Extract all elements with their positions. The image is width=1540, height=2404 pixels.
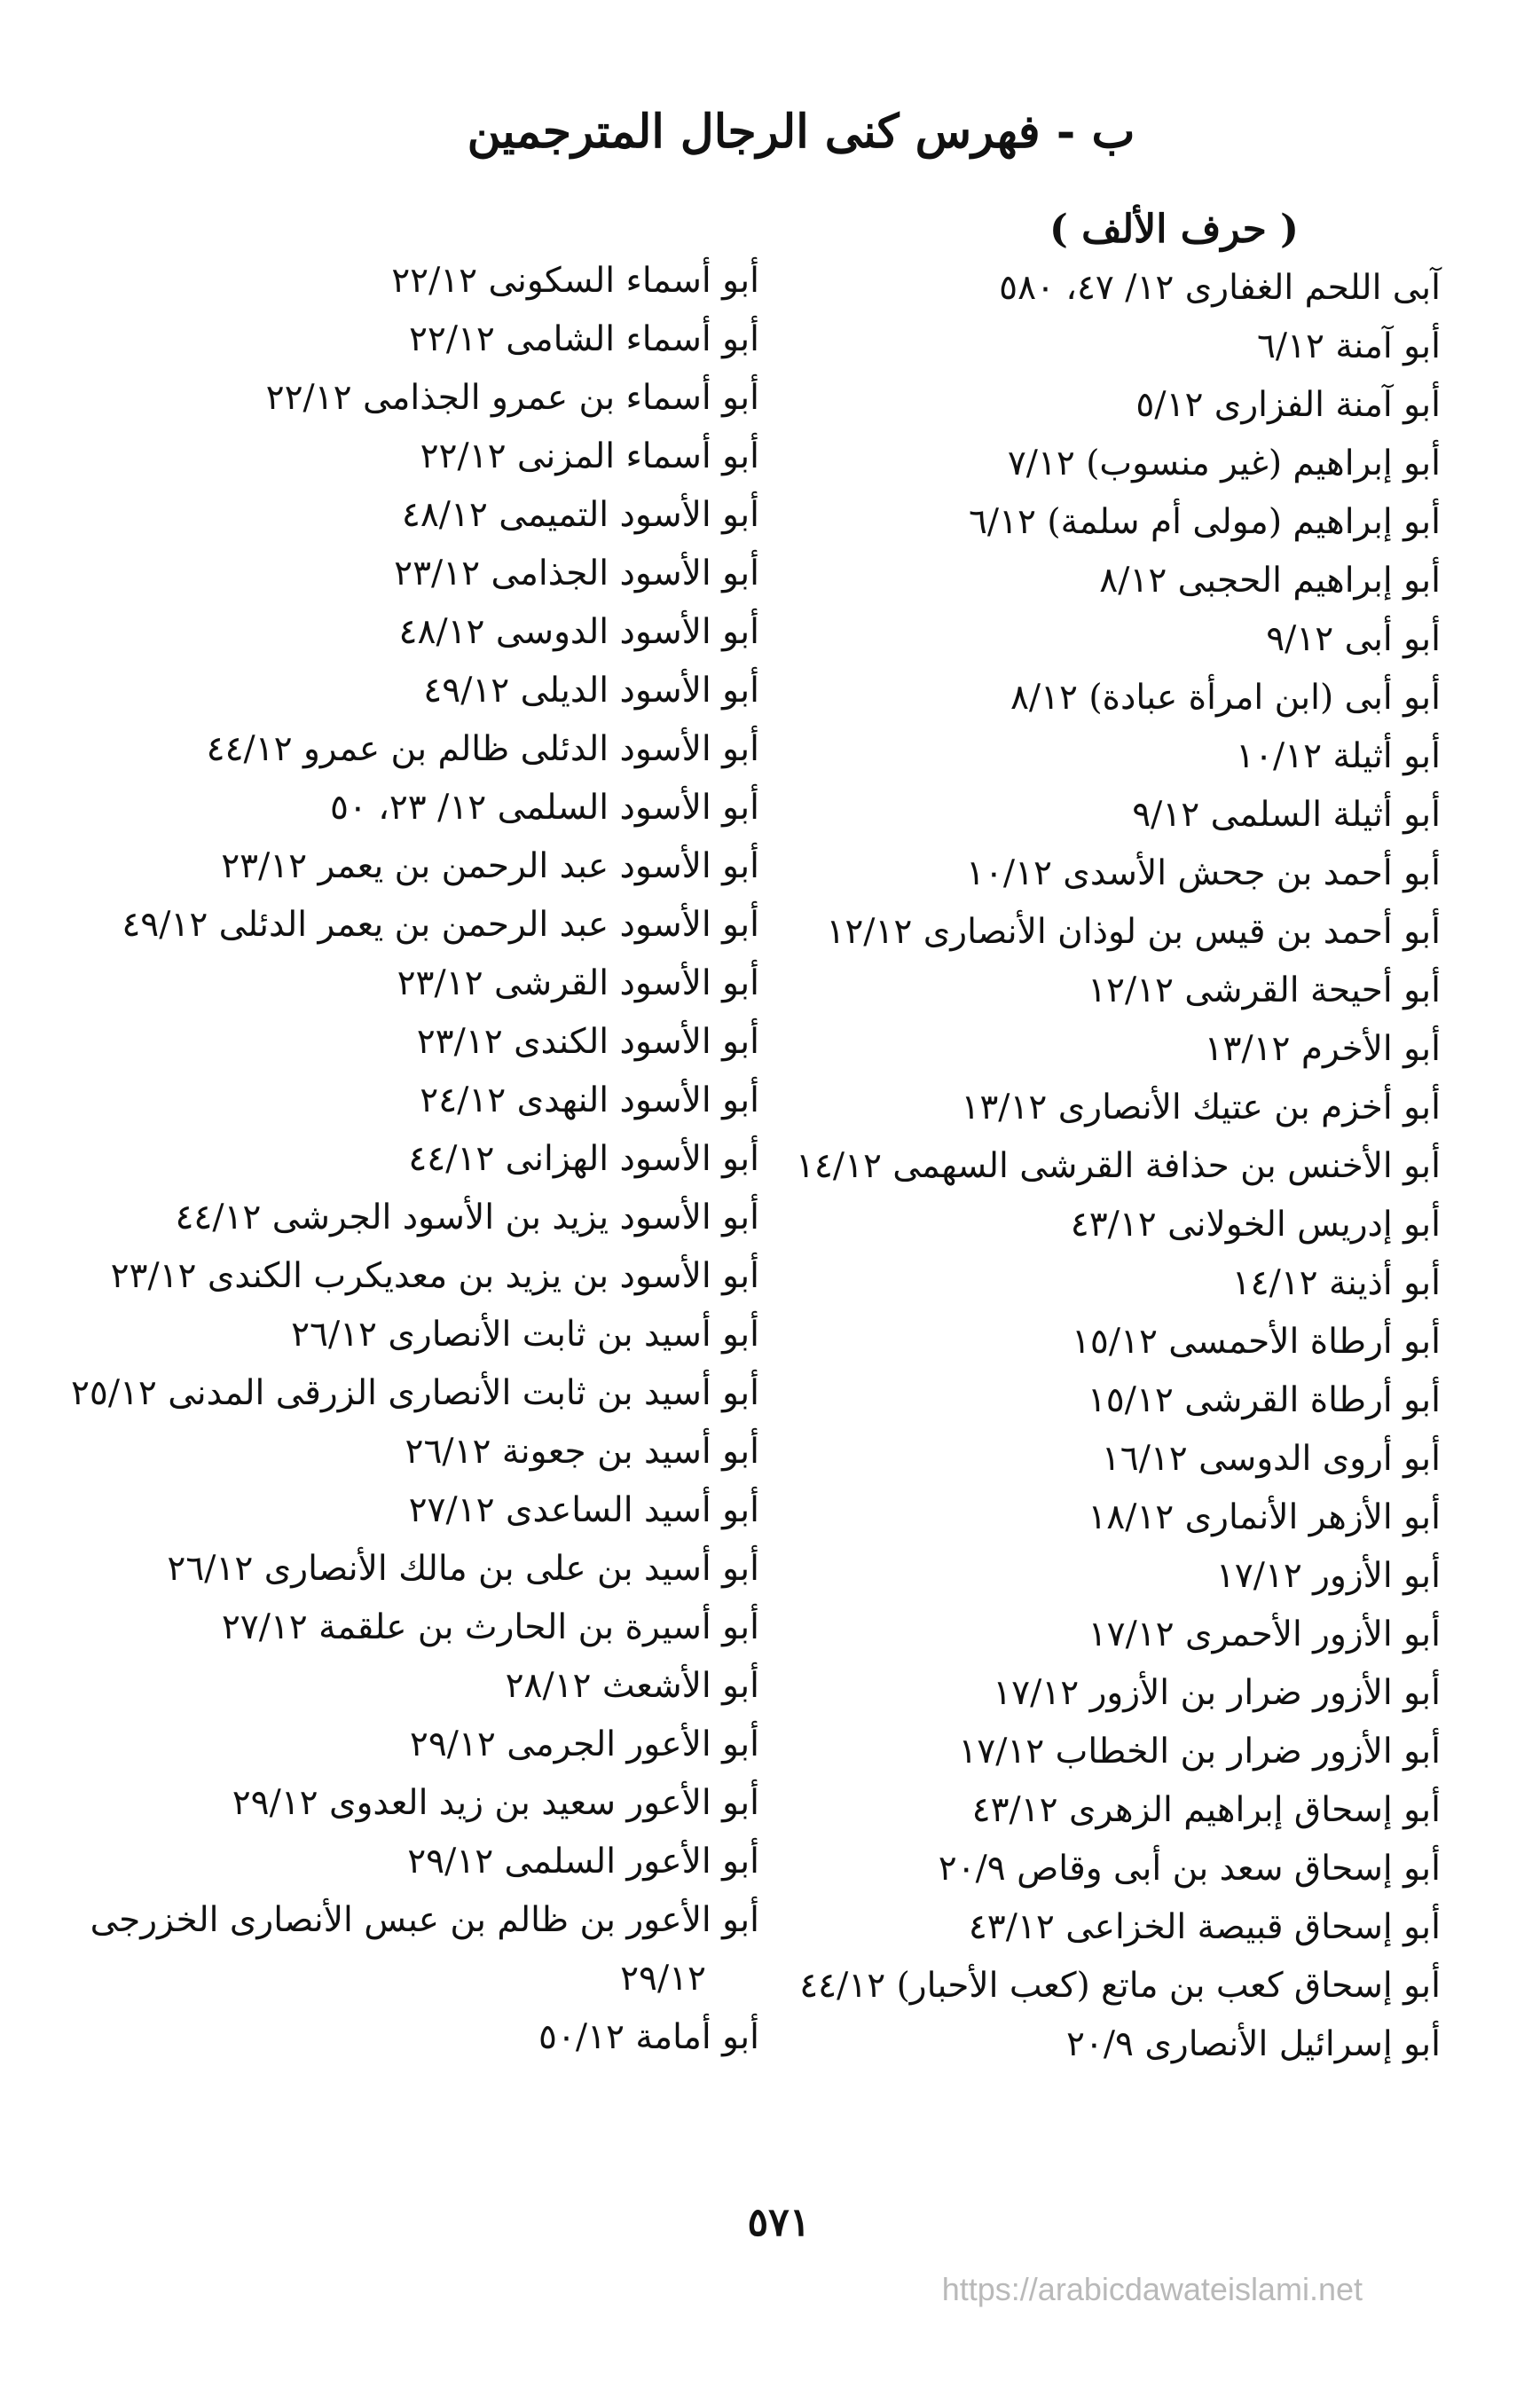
index-entry: أبو أسيد الساعدى ٢٧/١٢	[408, 1490, 759, 1530]
index-entry: أبو الأعور سعيد بن زيد العدوى ٢٩/١٢	[232, 1783, 759, 1823]
index-entry: أبو الأسود عبد الرحمن بن يعمر ٢٣/١٢	[221, 846, 759, 886]
index-entry: أبو أمامة ٥٠/١٢	[538, 2017, 759, 2057]
index-entry: أبو الأسود القرشى ٢٣/١٢	[397, 963, 759, 1003]
index-entry: أبو الأزور ١٧/١٢	[1215, 1556, 1441, 1596]
index-entry: أبو الأسود السلمى ١٢/ ٢٣، ٥٠	[329, 788, 759, 828]
index-entry: أبو أروى الدوسى ١٦/١٢	[1101, 1439, 1441, 1479]
index-entry: أبو الأعور السلمى ٢٩/١٢	[407, 1842, 759, 1882]
page-number: ٥٧١	[747, 2200, 811, 2245]
index-entry: أبو أرطاة الأحمسى ١٥/١٢	[1071, 1322, 1441, 1362]
index-entry: أبو الأشعث ٢٨/١٢	[505, 1666, 759, 1706]
index-entry: أبو آمنة ٦/١٢	[1256, 326, 1441, 366]
index-entry: أبو أحمد بن جحش الأسدى ١٠/١٢	[965, 853, 1441, 893]
index-entry: أبو أسماء بن عمرو الجذامى ٢٢/١٢	[265, 378, 759, 418]
index-entry: أبو إسحاق كعب بن ماتع (كعب الأحبار) ٤٤/١٢	[799, 1966, 1441, 2006]
index-entry: أبو آمنة الفزارى ٥/١٢	[1135, 385, 1441, 425]
index-entry: أبو أثيلة السلمى ٩/١٢	[1132, 795, 1441, 835]
index-entry: أبو أسيد بن ثابت الأنصارى الزرقى المدنى ٢٥/١٢	[70, 1373, 759, 1413]
index-entry: أبو أسماء المزنى ٢٢/١٢	[420, 436, 759, 476]
index-entry: أبو إسحاق سعد بن أبى وقاص ٢٠/٩	[938, 1849, 1441, 1889]
index-entry: أبو الأسود الدوسى ٤٨/١٢	[398, 612, 759, 652]
index-entry: أبو أخزم بن عتيك الأنصارى ١٣/١٢	[961, 1088, 1441, 1127]
index-entry: أبو أحمد بن قيس بن لوذان الأنصارى ١٢/١٢	[826, 912, 1441, 952]
index-entry: أبو الأسود الجذامى ٢٣/١٢	[394, 554, 759, 593]
index-entry: أبو إسحاق إبراهيم الزهرى ٤٣/١٢	[971, 1790, 1441, 1830]
index-entry: أبو الأسود النهدى ٢٤/١٢	[420, 1080, 759, 1120]
index-entry: أبو أرطاة القرشى ١٥/١٢	[1087, 1380, 1441, 1420]
index-entry: أبو أذينة ١٤/١٢	[1231, 1263, 1441, 1303]
index-entry: أبو أسيد بن على بن مالك الأنصارى ٢٦/١٢	[167, 1549, 759, 1589]
index-entry: أبو أبى (ابن امرأة عبادة) ٨/١٢	[1010, 678, 1441, 718]
index-entry: أبو الأزور الأحمرى ١٧/١٢	[1088, 1614, 1441, 1654]
index-entry: أبو الأخرم ١٣/١٢	[1204, 1029, 1441, 1069]
index-entry: أبو أسيد بن جعونة ٢٦/١٢	[405, 1432, 759, 1472]
index-entry: أبو الأسود بن يزيد بن معديكرب الكندى ٢٣/١٢	[110, 1256, 759, 1296]
index-entry: أبو الأسود التميمى ٤٨/١٢	[401, 495, 759, 535]
index-entry: أبو إبراهيم (غير منسوب) ٧/١٢	[1007, 444, 1441, 483]
index-entry: أبو إبراهيم (مولى أم سلمة) ٦/١٢	[968, 502, 1441, 542]
index-entry: أبو الأسود عبد الرحمن بن يعمر الدئلى ٤٩/١٢	[122, 905, 759, 945]
index-entry: أبو الأزور ضرار بن الخطاب ١٧/١٢	[958, 1732, 1441, 1772]
index-entry: أبو الأعور بن ظالم بن عبس الأنصارى الخزرجى	[90, 1900, 759, 1940]
index-entry: أبو الأعور الجرمى ٢٩/١٢	[409, 1724, 759, 1764]
index-entry: أبو الأسود الدئلى ظالم بن عمرو ٤٤/١٢	[206, 729, 759, 769]
entry-list-right	[795, 259, 1441, 2074]
index-entry: أبو إسرائيل الأنصارى ٢٠/٩	[1065, 2024, 1441, 2064]
index-entry: آبى اللحم الغفارى ١٢/ ٤٧، ٥٨٠	[999, 268, 1441, 308]
index-entry: أبو أسيرة بن الحارث بن علقمة ٢٧/١٢	[221, 1607, 759, 1647]
index-entry: أبو أسماء السكونى ٢٢/١٢	[391, 261, 759, 301]
index-entry: أبو أبى ٩/١٢	[1266, 619, 1441, 659]
index-entry: ٢٩/١٢	[620, 1959, 706, 1999]
index-entry: أبو الأسود يزيد بن الأسود الجرشى ٤٤/١٢	[175, 1198, 759, 1237]
index-entry: أبو إبراهيم الحجبى ٨/١٢	[1099, 561, 1441, 601]
index-entry: أبو الأزهر الأنمارى ١٨/١٢	[1088, 1497, 1441, 1537]
index-entry: أبو الأسود الهزانى ٤٤/١٢	[408, 1139, 759, 1179]
index-entry: أبو إدريس الخولانى ٤٣/١٢	[1070, 1205, 1441, 1245]
index-entry: أبو أسيد بن ثابت الأنصارى ٢٦/١٢	[291, 1315, 759, 1355]
index-entry: أبو الأسود الديلى ٤٩/١٢	[423, 671, 759, 711]
section-heading-alif: ( حرف الألف )	[1049, 207, 1299, 252]
index-entry: أبو الأخنس بن حذافة القرشى السهمى ١٤/١٢	[795, 1146, 1441, 1186]
index-entry: أبو الأسود الكندى ٢٣/١٢	[416, 1022, 759, 1062]
index-entry: أبو أسماء الشامى ٢٢/١٢	[408, 319, 759, 359]
index-column-left	[70, 252, 759, 2067]
index-column-right	[795, 200, 1441, 2074]
index-entry: أبو أحيحة القرشى ١٢/١٢	[1088, 970, 1441, 1010]
page-title: ب - فهرس كنى الرجال المترجمين	[467, 105, 1135, 159]
index-entry: أبو إسحاق قبيصة الخزاعى ٤٣/١٢	[968, 1907, 1441, 1947]
entry-list-left	[70, 252, 759, 2067]
watermark-url: https://arabicdawateislami.net	[941, 2271, 1363, 2307]
index-entry: أبو الأزور ضرار بن الأزور ١٧/١٢	[993, 1673, 1441, 1713]
index-entry: أبو أثيلة ١٠/١٢	[1236, 736, 1441, 776]
